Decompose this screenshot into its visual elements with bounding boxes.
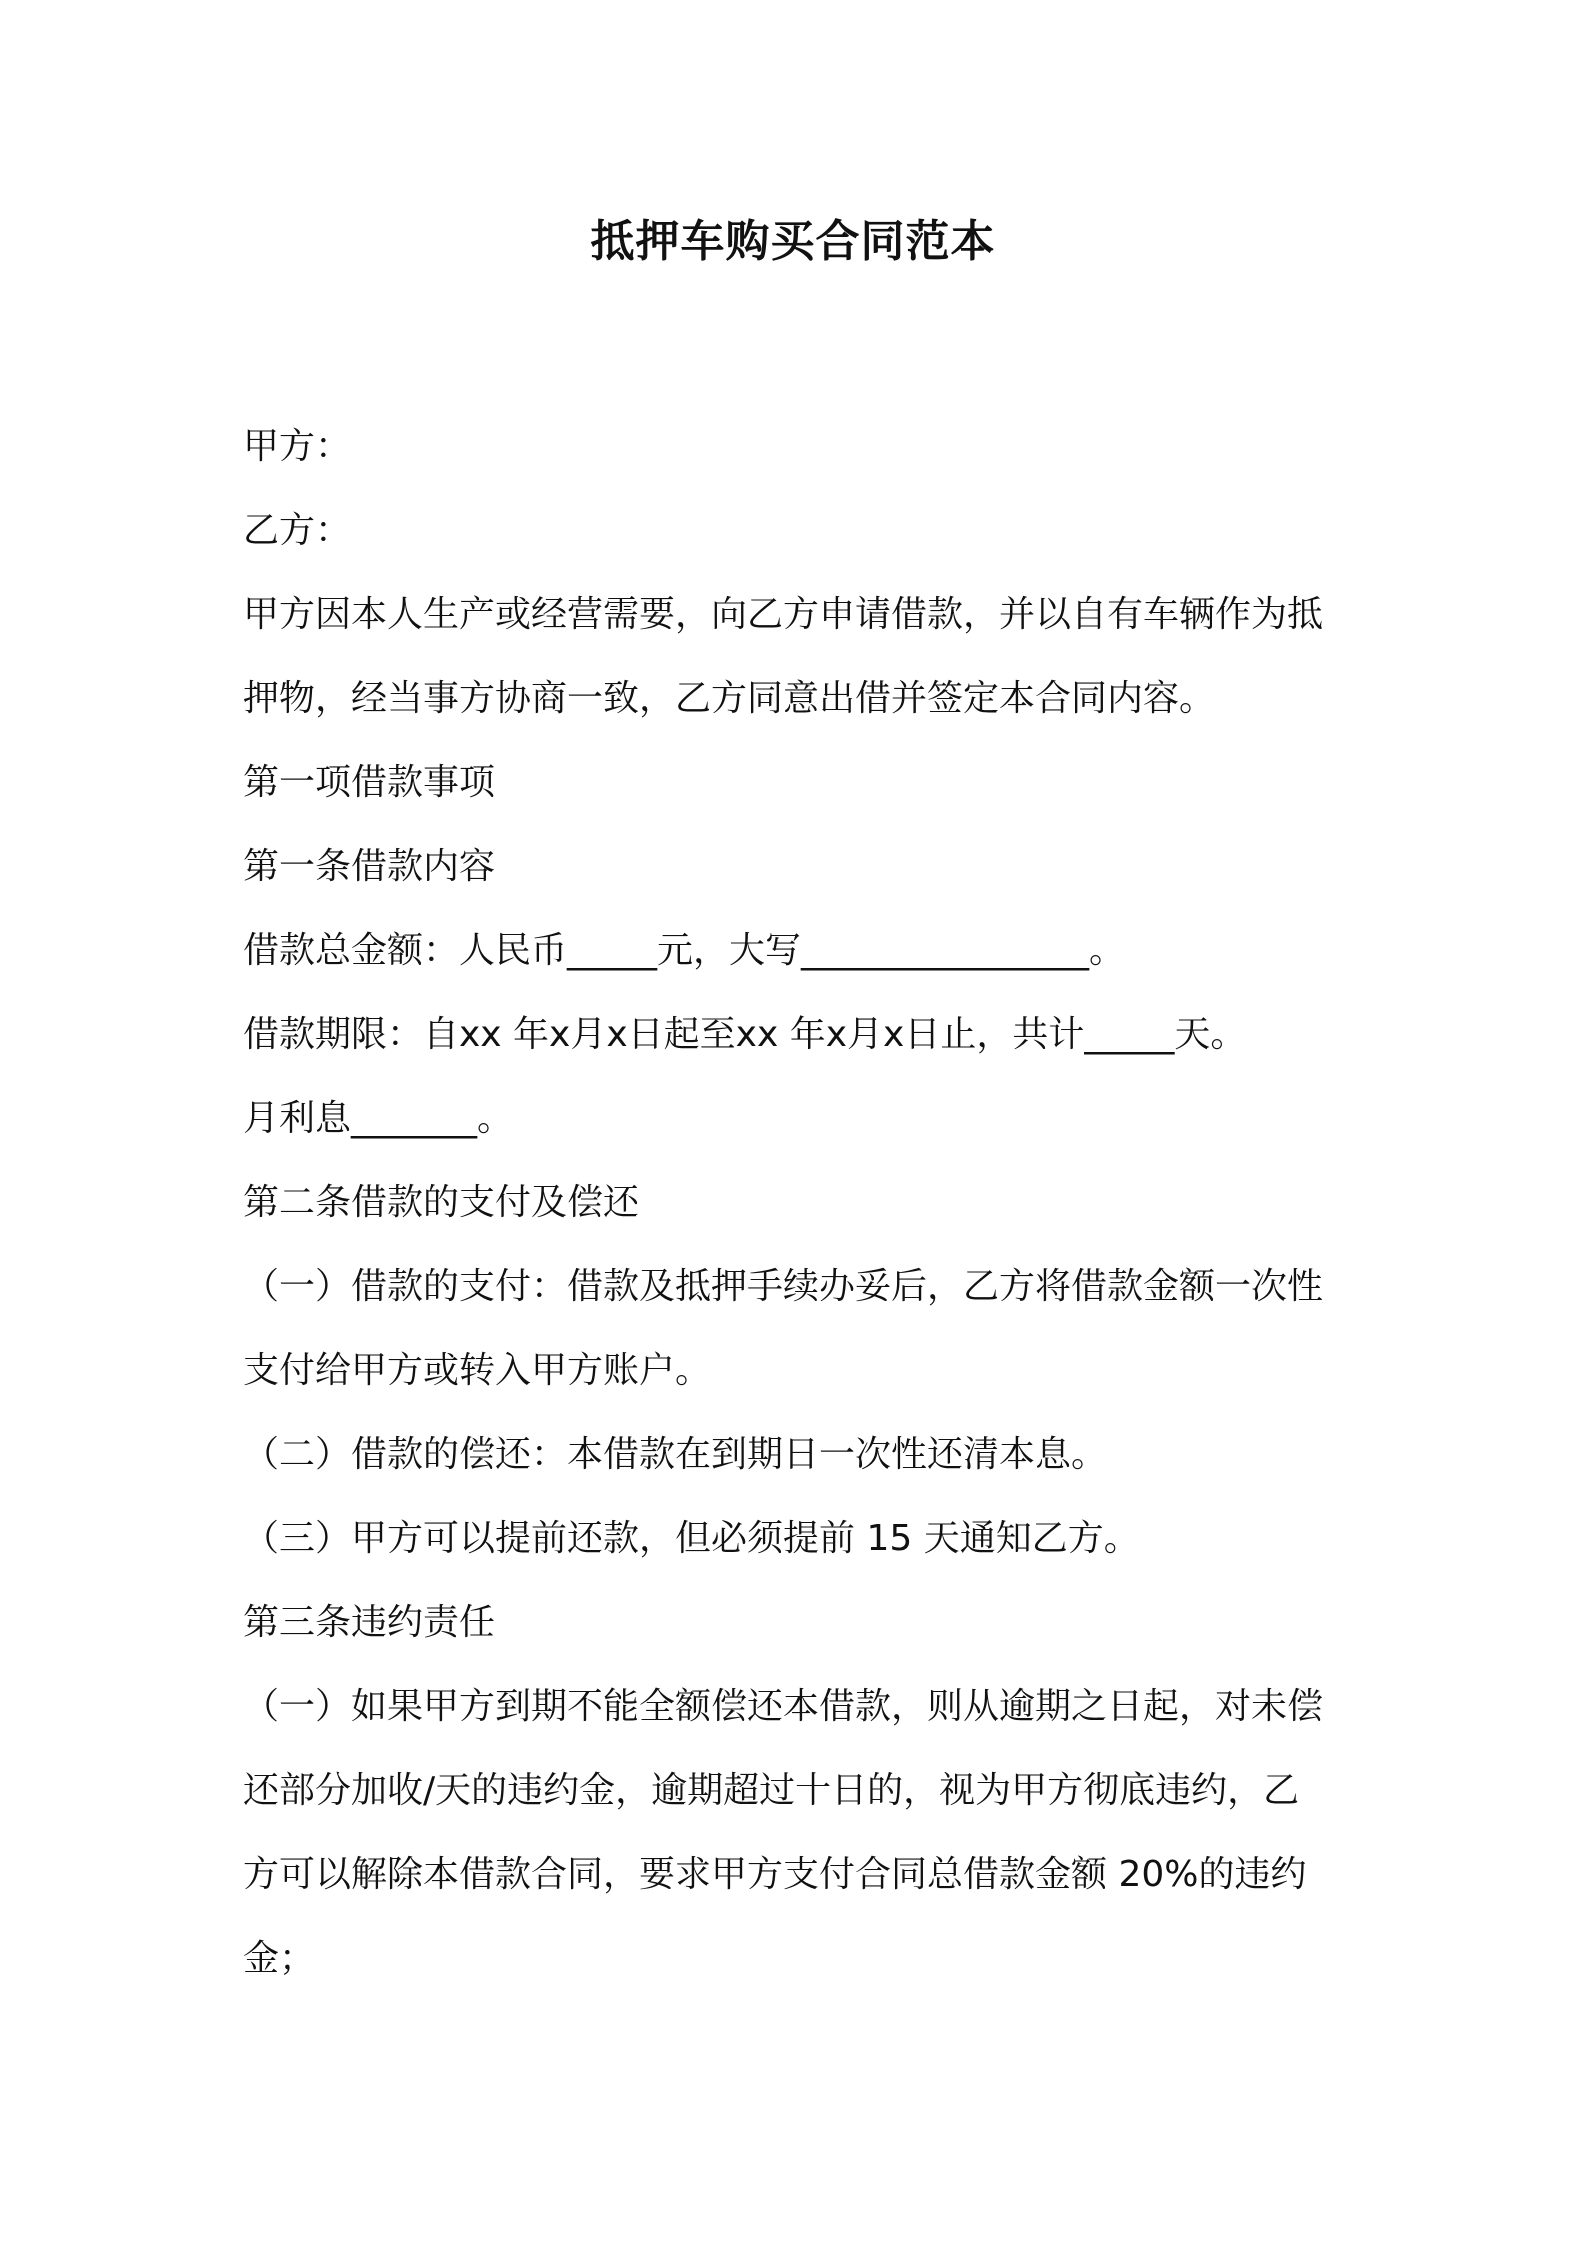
clause-line: （一）借款的支付：借款及抵押手续办妥后，乙方将借款金额一次性 xyxy=(243,1266,1324,1307)
loan-term-line: 借款期限：自xx 年x月x日起至xx 年x月x日止，共计_____天。 xyxy=(243,1014,1247,1055)
article-heading: 第一条借款内容 xyxy=(243,846,496,887)
clause-line: 方可以解除本借款合同，要求甲方支付合同总借款金额 20%的违约 xyxy=(243,1854,1307,1895)
party-a-line: 甲方： xyxy=(243,426,352,467)
monthly-interest-line: 月利息_______。 xyxy=(243,1098,514,1139)
party-b-line: 乙方： xyxy=(243,510,352,551)
section-heading: 第一项借款事项 xyxy=(243,762,496,803)
document-body xyxy=(243,405,1363,2001)
preamble-line: 押物，经当事方协商一致，乙方同意出借并签定本合同内容。 xyxy=(243,678,1216,719)
clause-line: 金； xyxy=(243,1938,316,1979)
clause-line: （三）甲方可以提前还款，但必须提前 15 天通知乙方。 xyxy=(243,1518,1140,1559)
document-title: 抵押车购买合同范本 xyxy=(590,216,996,267)
clause-line: 支付给甲方或转入甲方账户。 xyxy=(243,1350,712,1391)
article-heading: 第三条违约责任 xyxy=(243,1602,496,1643)
clause-line: 还部分加收/天的违约金，逾期超过十日的，视为甲方彻底违约，乙 xyxy=(243,1770,1300,1811)
article-heading: 第二条借款的支付及偿还 xyxy=(243,1182,640,1223)
clause-line: （一）如果甲方到期不能全额偿还本借款，则从逾期之日起，对未偿 xyxy=(243,1686,1324,1727)
preamble-line: 甲方因本人生产或经营需要，向乙方申请借款，并以自有车辆作为抵 xyxy=(243,594,1324,635)
clause-line: （二）借款的偿还：本借款在到期日一次性还清本息。 xyxy=(243,1434,1108,1475)
loan-amount-line: 借款总金额：人民币_____元，大写________________。 xyxy=(243,930,1126,971)
